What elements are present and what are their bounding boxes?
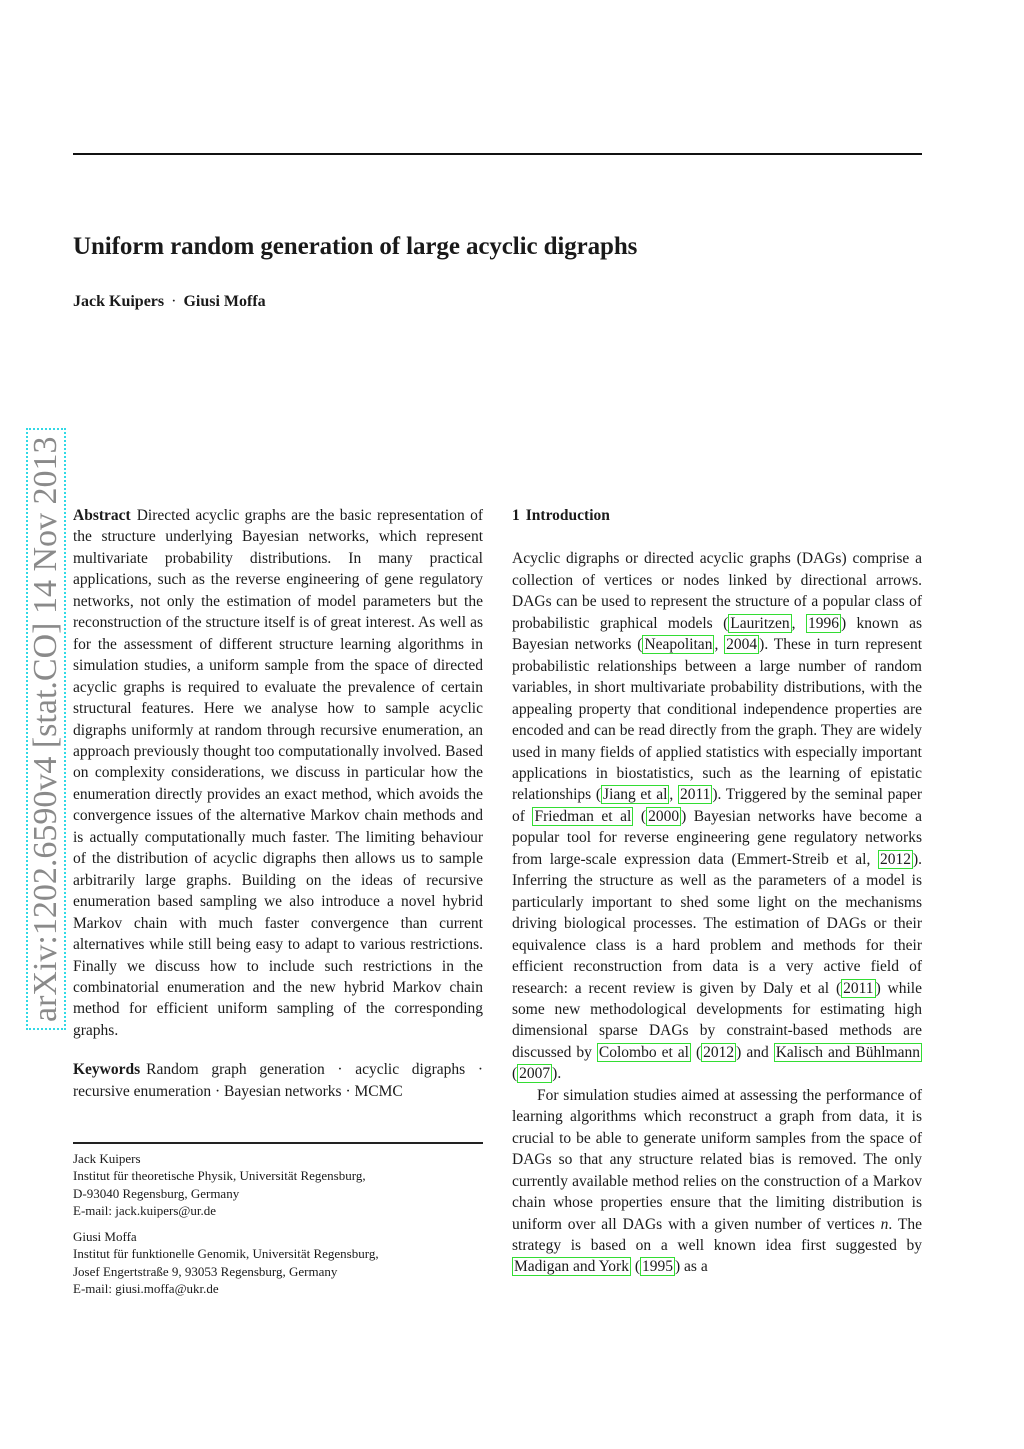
author-separator: · bbox=[171, 293, 177, 310]
citation-link[interactable]: Jiang et al bbox=[603, 786, 668, 804]
body-text: ) as a bbox=[675, 1258, 708, 1276]
citation-link[interactable]: Madigan and York bbox=[514, 1258, 629, 1276]
header-rule bbox=[73, 153, 922, 155]
body-text: ). Inferring the structure as well as the parameters of a model is particularly important to shed some light on the mechanisms driving biological processes. The estimation of DAGs or their equivalence class is a hard problem and methods for their efficient reconstruction from data is a very active field of research: a recent review is given by Daly et al ( bbox=[512, 850, 922, 997]
body-text: ) Bayesian networks have become a popular tool for reverse engineering gene regulatory networks from large-scale expression data (Emmert-Streib et al, bbox=[512, 807, 922, 868]
body-text: . The strategy is based on a well known idea first suggested by bbox=[512, 1215, 922, 1254]
body-text: ). bbox=[552, 1065, 562, 1083]
footnote-rule bbox=[73, 1142, 483, 1144]
section-number: 1 bbox=[512, 507, 520, 524]
citation-link[interactable]: Lauritzen bbox=[730, 614, 790, 632]
body-text: ( bbox=[633, 807, 647, 825]
body-text: , bbox=[714, 636, 725, 654]
citation-link[interactable]: Neapolitan bbox=[644, 636, 713, 654]
body-text: Acyclic digraphs or directed acyclic graphs (DAGs) comprise a collection of vertices or nodes linked by directional arrows. DAGs can be used to represent the structure of a popular class of probabilistic graphical models ( bbox=[512, 550, 922, 632]
citation-link[interactable]: 2007 bbox=[519, 1065, 551, 1083]
keywords bbox=[73, 1059, 483, 1102]
author-list bbox=[73, 293, 266, 311]
body-text: ). These in turn represent probabilistic relationships between a large number of random variables, in short multivariate probability distributions, with the appealing property that conditional independence properties are encoded and can be read directly from the graph. They are widely used in many fields of applied statistics with especially important applications in biostatistics, such as the learning of epistatic relationships ( bbox=[512, 636, 923, 804]
body-text: ( bbox=[630, 1258, 641, 1276]
affiliation-name: Giusi Moffa bbox=[73, 1229, 137, 1245]
citation-link[interactable]: 2011 bbox=[843, 979, 874, 997]
section-heading bbox=[512, 505, 922, 526]
affiliation-line: Institut für funktionelle Genomik, Universität Regensburg, bbox=[73, 1246, 379, 1262]
abstract-heading: Abstract bbox=[73, 507, 131, 524]
body-text: ) while some new methodological developments for estimating high dimensional sparse DAGs by constraint-based methods are discussed by bbox=[512, 979, 922, 1061]
citation-link[interactable]: 2004 bbox=[726, 636, 758, 654]
abstract bbox=[73, 505, 483, 1041]
intro-paragraph-1 bbox=[512, 548, 922, 1084]
body-text: ) known as Bayesian networks ( bbox=[512, 614, 922, 654]
author-affiliations bbox=[73, 1150, 493, 1297]
citation-link[interactable]: 2000 bbox=[648, 807, 680, 825]
author-name: Jack Kuipers bbox=[73, 293, 165, 310]
affiliation-line: Institut für theoretische Physik, Universität Regensburg, bbox=[73, 1168, 366, 1184]
body-text: For simulation studies aimed at assessing the performance of learning algorithms which reconstruct a graph from data, it is crucial to be able to generate uniform samples from the space of DAGs so that any structure related bias is removed. The only currently available method relies on the construction of a Markov chain whose properties ensure that the limiting distribution is uniform over all DAGs with a given number of vertices bbox=[512, 1086, 922, 1233]
keywords-text: Random graph generation · acyclic digraphs · recursive enumeration · Bayesian networks · MCMC bbox=[73, 1061, 483, 1100]
arxiv-stamp[interactable]: arXiv:1202.6590v4 [stat.CO] 14 Nov 2013 bbox=[26, 428, 66, 1030]
right-column bbox=[512, 505, 922, 1278]
body-text: ) and bbox=[736, 1043, 774, 1061]
paper-title: Uniform random generation of large acyclic digraphs bbox=[73, 233, 638, 260]
intro-paragraph-2 bbox=[512, 1085, 922, 1278]
affiliation-email: E-mail: jack.kuipers@ur.de bbox=[73, 1202, 217, 1218]
citation-link[interactable]: 1996 bbox=[807, 614, 839, 632]
citation-link[interactable]: Friedman et al bbox=[534, 807, 632, 825]
body-text: , bbox=[669, 786, 678, 804]
affiliation-name: Jack Kuipers bbox=[73, 1151, 141, 1166]
body-text: , bbox=[791, 614, 806, 632]
citation-link[interactable]: 2012 bbox=[703, 1043, 735, 1061]
left-column bbox=[73, 505, 483, 1102]
affiliation-email: E-mail: giusi.moffa@ukr.de bbox=[73, 1281, 219, 1297]
author-name: Giusi Moffa bbox=[183, 293, 266, 310]
section-title: Introduction bbox=[525, 507, 610, 524]
citation-link[interactable]: 2011 bbox=[679, 786, 711, 804]
body-text: ). Triggered by the seminal paper of bbox=[512, 786, 923, 825]
citation-link[interactable]: Kalisch and Bühlmann bbox=[775, 1043, 921, 1061]
affiliation-line: D-93040 Regensburg, Germany bbox=[73, 1185, 240, 1201]
body-text: ( bbox=[512, 1065, 518, 1083]
keywords-heading: Keywords bbox=[73, 1061, 141, 1079]
math-variable: n bbox=[880, 1215, 889, 1233]
citation-link[interactable]: 1995 bbox=[642, 1258, 674, 1276]
affiliation-line: Josef Engertstraße 9, 93053 Regensburg, Germany bbox=[73, 1263, 338, 1279]
abstract-text: Directed acyclic graphs are the basic representation of the structure underlying Bayesian networks, which represent multivariate probability distributions. In many practical applications, such as the reverse engineering of gene regulatory networks, not only the estimation of model parameters but the reconstruction of the structure itself is of great interest. As well as for the assessment of different structure learning algorithms in simulation studies, a uniform sample from the space of directed acyclic graphs is required to evaluate the prevalence of certain structural features. Here we analyse how to sample acyclic digraphs uniformly at random through recursive enumeration, an approach previously thought too computationally involved. Based on complexity considerations, we discuss in particular how the enumeration directly provides an exact method, which avoids the convergence issues of the alternative Markov chain methods and is actually computationally much faster. The limiting behaviour of the distribution of acyclic digraphs then allows us to sample arbitrarily large graphs. Building on the ideas of recursive enumeration based sampling we also introduce a novel hybrid Markov chain with much faster convergence than current alternatives while still being easy to adapt to various restrictions. Finally we discuss how to include such restrictions in the combinatorial enumeration and the new hybrid Markov chain method for efficient uniform sampling of the corresponding graphs. bbox=[73, 507, 483, 1039]
citation-link[interactable]: Colombo et al bbox=[598, 1043, 689, 1061]
citation-link[interactable]: 2012 bbox=[879, 850, 911, 868]
body-text: ( bbox=[690, 1043, 702, 1061]
